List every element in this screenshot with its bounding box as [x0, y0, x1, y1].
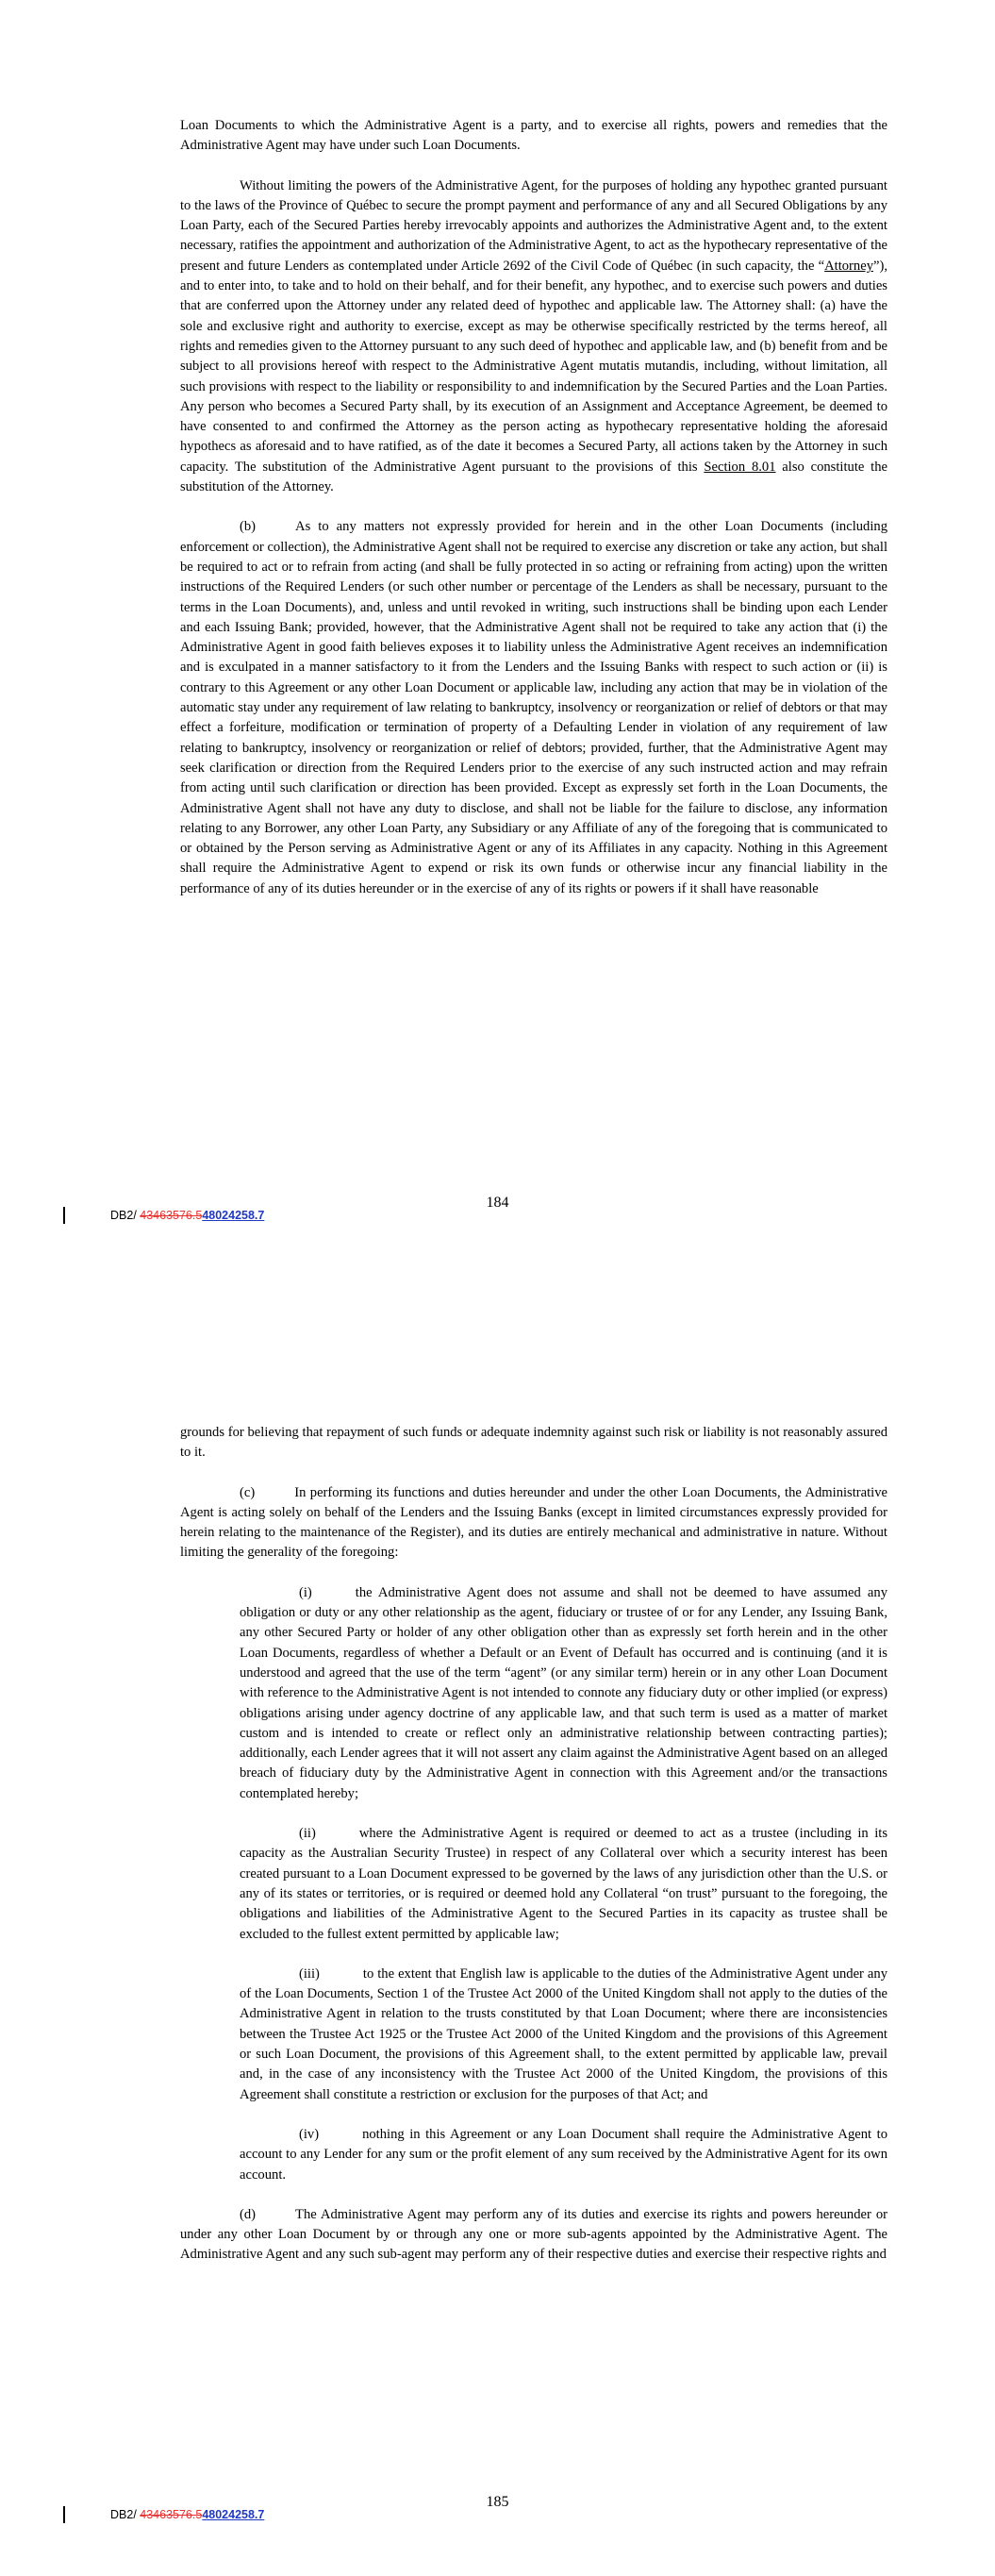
- clause-label: (b): [240, 519, 257, 535]
- inserted-doc-id: 48024258.7: [202, 2508, 265, 2521]
- clause-label: (ii): [299, 1826, 316, 1842]
- deleted-doc-id: 43463576.5: [140, 2508, 203, 2521]
- paragraph-b: [180, 517, 887, 899]
- clause-text: nothing in this Agreement or any Loan Document shall require the Administrative Agent to account to any Lender for any sum or the profit element of any sum received by the Administrative Agent for its own account.: [240, 2126, 887, 2183]
- text-run: also constitute the substitution of the Attorney.: [180, 459, 887, 495]
- subclause-ii: [240, 1824, 887, 1945]
- inserted-doc-id: 48024258.7: [202, 1209, 265, 1222]
- page-184: [0, 0, 995, 1283]
- clause-text: As to any matters not expressly provided for herein and in the other Loan Documents (including enforcement or collection), the Administrative Agent shall not be required to exercise any discretion or take any action, but shall be required to act or to refrain from acting (and shall be fully protected in so acting or refraining from acting) upon the written instructions of the Required Lenders (or such other number or percentage of the Lenders as shall be necessary, pursuant to the terms in the Loan Documents), and, unless and until revoked in writing, such instructions shall be binding upon each Lender and each Issuing Bank; provided, however, that the Administrative Agent shall not be required to take any action that (i) the Administrative Agent in good faith believes exposes it to liability unless the Administrative Agent receives an indemnification and is exculpated in a manner satisfactory to it from the Lenders and the Issuing Banks with respect to such action or (ii) is contrary to this Agreement or any other Loan Document or applicable law, including any action that may be in violation of the automatic stay under any requirement of law relating to bankruptcy, insolvency or reorganization or relief of debtors or that may effect a forfeiture, modification or termination of property of a Defaulting Lender in violation of any requirement of law relating to bankruptcy, insolvency or reorganization or relief of debtors; provided, further, that the Administrative Agent may seek clarification or direction from the Required Lenders prior to the exercise of any such instructed action and may refrain from acting until such clarification or direction has been provided. Except as expressly set forth in the Loan Documents, the Administrative Agent shall not have any duty to disclose, and shall not be liable for the failure to disclose, any information relating to any Borrower, any other Loan Party, any Subsidiary or any Affiliate of any of the foregoing that is communicated to or obtained by the Person serving as Administrative Agent or any of its Affiliates in any capacity. Nothing in this Agreement shall require the Administrative Agent to expend or risk its own funds or otherwise incur any financial liability in the performance of any of its duties hereunder or in the exercise of any of its rights or powers if it shall have reasonable: [180, 519, 887, 896]
- text-run: Without limiting the powers of the Administrative Agent, for the purposes of holding any hypothec granted pursuant to the laws of the Province of Québec to secure the prompt payment and performance of any and all Secured Obligations by any Loan Party, each of the Secured Parties hereby irrevocably appoints and authorizes the Administrative Agent and, to the extent necessary, ratifies the appointment and authorization of the Administrative Agent, to act as the hypothecary representative of the present and future Lenders as contemplated under Article 2692 of the Civil Code of Québec (in such capacity, the “: [180, 177, 887, 274]
- page-body: [180, 116, 887, 899]
- document-id: DB2/ 43463576.548024258.7: [110, 2508, 265, 2521]
- clause-label: (c): [240, 1484, 256, 1500]
- page-body: [180, 1423, 887, 2266]
- paragraph-quebec-hypothec: [180, 176, 887, 498]
- clause-text: where the Administrative Agent is required or deemed to act as a trustee (including in its capacity as the Australian Security Trustee) in respect of any Collateral over which a security interest has been created pursuant to a Loan Document expressed to be governed by the laws of any jurisdiction other than the U.S. or any of its states or territories, or is required or deemed hold any Collateral “on trust” pursuant to the foregoing, the obligations and liabilities of the Administrative Agent to the Secured Parties in its capacity as trustee shall be excluded to the fullest extent permitted by applicable law;: [240, 1826, 887, 1942]
- clause-label: (d): [240, 2206, 257, 2222]
- document-id: DB2/ 43463576.548024258.7: [110, 1209, 265, 1222]
- page-185: [0, 1283, 995, 2576]
- clause-text: In performing its functions and duties hereunder and under the other Loan Documents, the Administrative Agent is acting solely on behalf of the Lenders and the Issuing Banks (except in limited circumstances expressly provided for herein relating to the maintenance of the Register), and its duties are entirely mechanical and administrative in nature. Without limiting the generality of the foregoing:: [180, 1484, 887, 1561]
- page-number: 184: [486, 1195, 509, 1211]
- deleted-doc-id: 43463576.5: [140, 1209, 203, 1222]
- subclause-iii: [240, 1965, 887, 2105]
- subclause-iv: [240, 2125, 887, 2185]
- clause-label: (iv): [299, 2126, 320, 2142]
- paragraph-c: [180, 1483, 887, 1564]
- clause-text: the Administrative Agent does not assume and shall not be deemed to have assumed any obligation or duty or any other relationship as the agent, fiduciary or trustee of or for any Lender, any Issuing Bank, any other Secured Party or holder of any other obligation other than as expressly set forth herein and in the other Loan Documents, regardless of whether a Default or an Event of Default has occurred and is continuing (and it is understood and agreed that the use of the term “agent” (or any similar term) herein or in any other Loan Document with reference to the Administrative Agent is not intended to connote any fiduciary duty or other implied (or express) obligations arising under agency doctrine of any applicable law, and that such term is used as a matter of market custom and is intended to create or reflect only an administrative relationship between contracting parties); additionally, each Lender agrees that it will not assert any claim against the Administrative Agent based on an alleged breach of fiduciary duty by the Administrative Agent in connection with this Agreement and/or the transactions contemplated hereby;: [240, 1584, 887, 1801]
- page-number: 185: [486, 2494, 509, 2510]
- clause-label: (iii): [299, 1965, 320, 1982]
- clause-label: (i): [299, 1584, 312, 1600]
- paragraph-continuation: Loan Documents to which the Administrative Agent is a party, and to exercise all rights, powers and remedies that the Administrative Agent may have under such Loan Documents.: [180, 118, 887, 154]
- subclause-i: [240, 1583, 887, 1804]
- paragraph-continuation: grounds for believing that repayment of such funds or adequate indemnity against such risk or liability is not reasonably assured to it.: [180, 1425, 887, 1461]
- section-reference: Section 8.01: [704, 459, 776, 475]
- clause-text: The Administrative Agent may perform any of its duties and exercise its rights and powers hereunder or under any other Loan Document by or through any one or more sub-agents appointed by the Administrative Agent. The Administrative Agent and any such sub-agent may perform any of their respective duties and exercise their respective rights and: [180, 2206, 887, 2263]
- text-run: ”), and to enter into, to take and to hold on their behalf, and for their benefit, any hypothec, and to exercise such powers and duties that are conferred upon the Attorney under any related deed of hypothec and applicable law. The Attorney shall: (a) have the sole and exclusive right and authority to exercise, except as may be otherwise specifically restricted by the terms hereof, all rights and remedies given to the Attorney pursuant to any such deed of hypothec and applicable law, and (b) benefit from and be subject to all provisions hereof with respect to the Administrative Agent mutatis mutandis, including, without limitation, all such provisions with respect to the liability or responsibility to and indemnification by the Secured Parties and the Loan Parties. Any person who becomes a Secured Party shall, by its execution of an Assignment and Acceptance Agreement, be deemed to have consented to and confirmed the Attorney as the person acting as hypothecary representative holding the aforesaid hypothecs as aforesaid and to have ratified, as of the date it becomes a Secured Party, all actions taken by the Attorney in such capacity. The substitution of the Administrative Agent pursuant to the provisions of this: [180, 258, 887, 475]
- paragraph-d: [180, 2205, 887, 2266]
- defined-term-attorney: Attorney: [824, 258, 873, 274]
- clause-text: to the extent that English law is applicable to the duties of the Administrative Agent under any of the Loan Documents, Section 1 of the Trustee Act 2000 of the United Kingdom shall not apply to the duties of the Administrative Agent in relation to the trusts constituted by that Loan Document; where there are inconsistencies between the Trustee Act 1925 or the Trustee Act 2000 of the United Kingdom and the provisions of this Agreement or such Loan Document, the provisions of this Agreement shall, to the extent permitted by applicable law, prevail and, in the case of any inconsistency with the Trustee Act 2000 of the United Kingdom, the provisions of this Agreement shall constitute a restriction or exclusion for the purposes of that Act; and: [240, 1965, 887, 2102]
